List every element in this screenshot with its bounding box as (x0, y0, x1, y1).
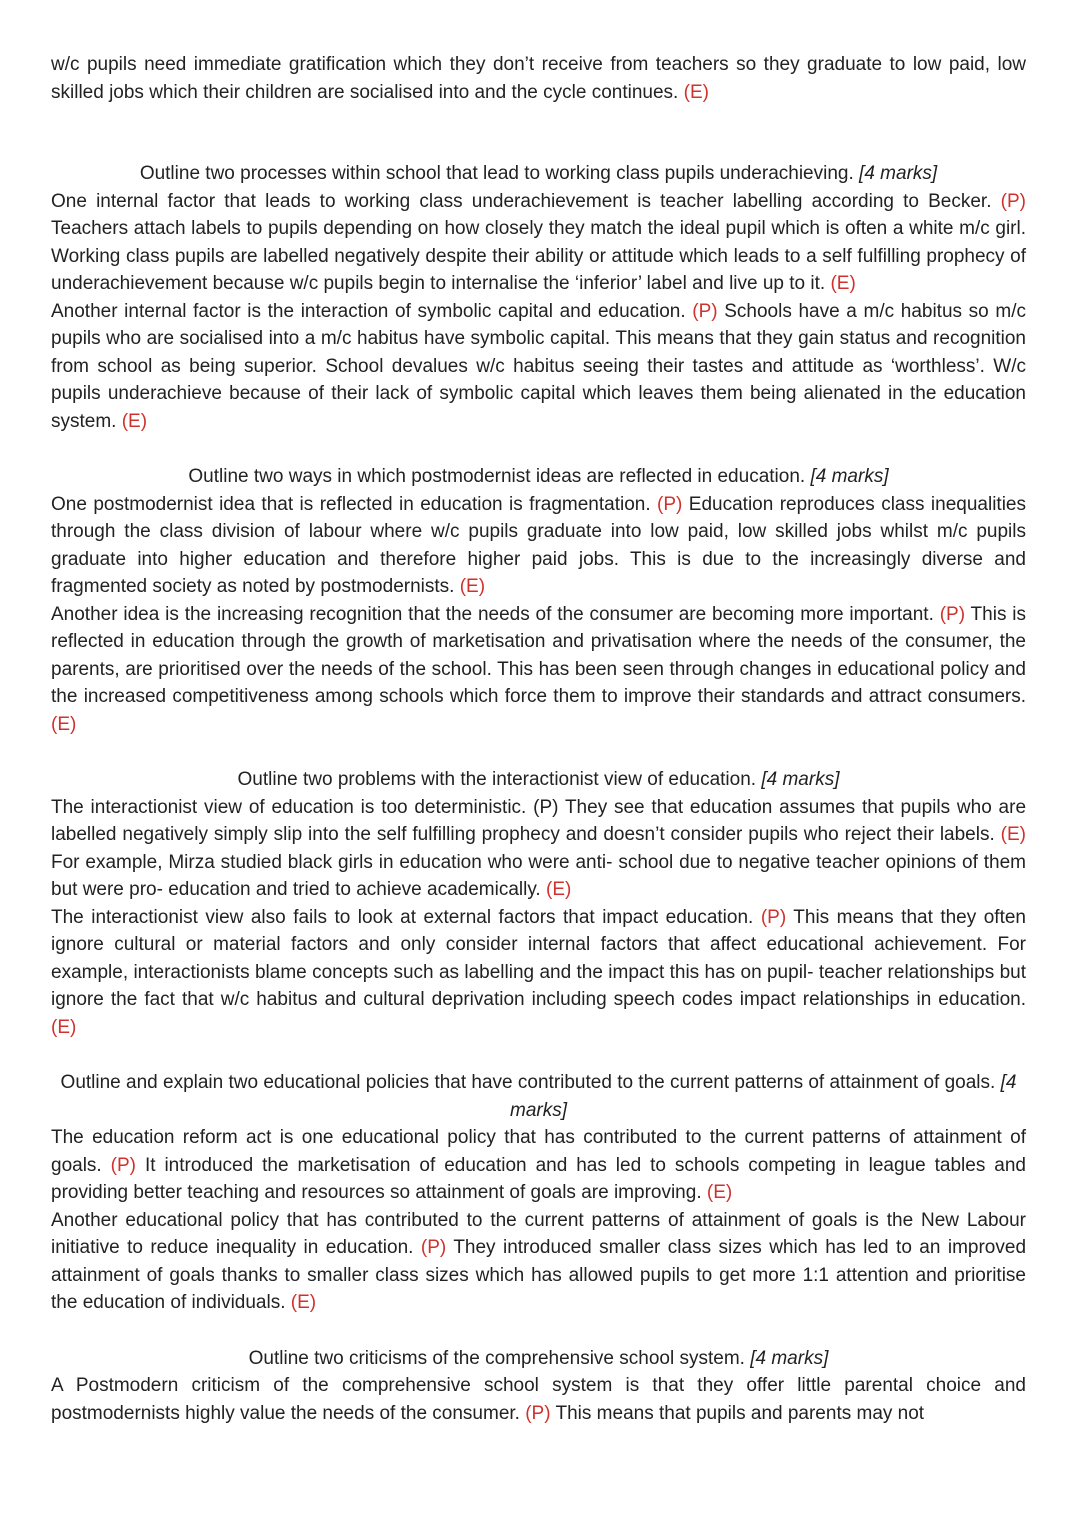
answer-paragraph (51, 1207, 1026, 1317)
evidence-mark: (E) (830, 273, 856, 294)
explanation-text: It introduced the marketisation of education and has led to schools competing in league tables and providing better teaching and resources so attainment of goals are improving. (51, 1154, 1026, 1203)
point-text: Another idea is the increasing recognition that the needs of the consumer are becoming more important. (51, 603, 934, 625)
question-heading (51, 1069, 1026, 1124)
question-marks: [4 marks] (859, 163, 938, 184)
question-heading (51, 766, 1026, 794)
explanation-text: Education reproduces class inequalities through the class division of labour where w/c pupils graduate into low paid, low skilled jobs whilst m/c pupils graduate into higher education and therefore higher paid jobs. This is due to the increasingly diverse and fragmented society as noted by postmodernists. (51, 493, 1026, 597)
explanation-text: This means that pupils and parents may not (555, 1402, 925, 1424)
point-mark: (P) (420, 1237, 447, 1258)
answer-paragraph (51, 1372, 1026, 1427)
point-text: Another internal factor is the interaction of symbolic capital and education. (51, 300, 686, 322)
explanation-text: They see that education assumes that pupils who are labelled negatively simply slip into the self fulfilling prophecy and doesn’t consider pupils who reject their labels. (51, 796, 1027, 845)
point-text: Another educational policy that has contributed to the current patterns of attainment of goals is the New Labour initiative to reduce inequality in education. (51, 1209, 1026, 1258)
explanation-text: They introduced smaller class sizes which has led to an improved attainment of goals thanks to smaller class sizes which has allowed pupils to get more 1:1 attention and prioritise the education of individuals. (51, 1237, 1027, 1313)
point-mark: (P) (525, 1402, 551, 1424)
answer-paragraph (51, 1124, 1026, 1207)
answer-paragraph (51, 601, 1026, 739)
point-text: The education reform act is one educational policy that has contributed to the current patterns of attainment of goals. (51, 1127, 1026, 1176)
evidence-mark: (E) (546, 879, 572, 900)
question-marks: [4 marks] (810, 466, 889, 487)
answer-paragraph (51, 298, 1026, 436)
question-heading (51, 160, 1026, 188)
evidence-mark: (E) (706, 1182, 733, 1203)
point-text: A Postmodern criticism of the comprehensive school system is that they offer little parental choice and postmodernists highly value the needs of the consumer. (51, 1375, 1026, 1424)
answer-paragraph (51, 491, 1026, 601)
evidence-mark: (E) (683, 81, 709, 103)
question-marks: [4 marks] (510, 1072, 1017, 1121)
point-text: One postmodernist idea that is reflected in education is fragmentation. (51, 493, 651, 515)
point-mark: (P) (657, 493, 683, 515)
evidence-mark: (E) (459, 576, 486, 597)
explanation-text: This means that they often ignore cultural or material factors and only consider internal factors that affect educational achievement. For example, interactionists blame concepts such as labelling and the impact this has on pupil- teacher relationships but ignore the fact that w/c habitus and cultural deprivation including speech codes impact relationships in education. (51, 906, 1026, 1010)
question-marks: [4 marks] (761, 769, 840, 790)
question-marks: [4 marks] (750, 1347, 829, 1369)
example-text: For example, Mirza studied black girls in education who were anti- school due to negative teacher opinions of them but were pro- education and tried to achieve academically. (51, 851, 1026, 900)
point-mark: (P) (110, 1154, 136, 1176)
point-text: The interactionist view also fails to look at external factors that impact education. (51, 906, 754, 928)
point-mark: (P) (533, 796, 559, 818)
point-text: The interactionist view of education is too deterministic. (51, 796, 527, 818)
point-mark: (P) (692, 300, 718, 322)
question-text: Outline two problems with the interactionist view of education. (237, 769, 757, 790)
evidence-mark: (E) (51, 713, 77, 735)
question-text: Outline and explain two educational policies that have contributed to the current patterns of attainment of goals. (60, 1072, 996, 1093)
answer-paragraph (51, 188, 1026, 298)
question-text: Outline two processes within school that lead to working class pupils underachieving. (139, 163, 854, 184)
answer-paragraph (51, 794, 1026, 904)
point-mark: (P) (939, 603, 966, 625)
point-mark: (P) (760, 906, 787, 928)
evidence-mark: (E) (121, 410, 148, 432)
intro-paragraph (51, 51, 1026, 106)
question-text: Outline two criticisms of the comprehensive school system. (248, 1347, 745, 1369)
answer-paragraph (51, 904, 1026, 1042)
explanation-text: This is reflected in education through the growth of marketisation and privatisation where the needs of the consumer, the parents, are prioritised over the needs of the school. This has been seen through changes in educational policy and the increased competitiveness among schools which force them to improve their standards and attract consumers. (51, 603, 1026, 707)
evidence-mark: (E) (51, 1016, 77, 1038)
question-heading (51, 1345, 1026, 1373)
intro-text: w/c pupils need immediate gratification which they don’t receive from teachers so they graduate to low paid, low skilled jobs which their children are socialised into and the cycle continues. (51, 54, 1026, 103)
point-text: One internal factor that leads to working class underachievement is teacher labelling according to Becker. (51, 190, 992, 212)
evidence-mark: (E) (290, 1292, 317, 1313)
question-heading (51, 463, 1026, 491)
question-text: Outline two ways in which postmodernist ideas are reflected in education. (188, 466, 806, 487)
explanation-text: Teachers attach labels to pupils depending on how closely they match the ideal pupil which is often a white m/c girl. Working class pupils are labelled negatively despite their ability or attitude which leads to a self fulfilling prophecy of underachievement because w/c pupils begin to internalise the ‘inferior’ label and live up to it. (51, 218, 1026, 294)
explanation-text: Schools have a m/c habitus so m/c pupils who are socialised into a m/c habitus have symbolic capital. This means that they gain status and recognition from school as being superior. School devalues w/c habitus seeing their tastes and attitude as ‘worthless’. W/c pupils underachieve because of their lack of symbolic capital which leaves them being alienated in the education system. (51, 300, 1026, 432)
evidence-mark: (E) (1000, 824, 1026, 845)
point-mark: (P) (1000, 190, 1026, 212)
